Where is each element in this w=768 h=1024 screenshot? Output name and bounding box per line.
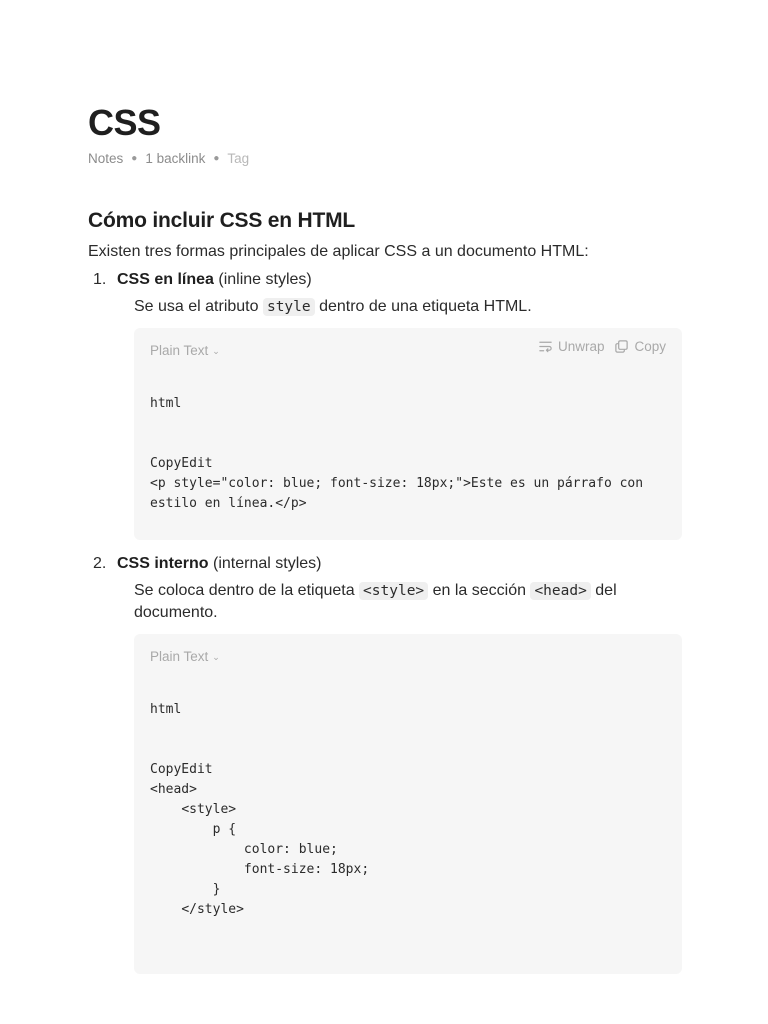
desc-text: del documento. xyxy=(134,582,617,621)
list-item-bold: CSS en línea xyxy=(117,271,214,288)
list-item-suffix: (inline styles) xyxy=(213,271,312,288)
language-label: Plain Text xyxy=(150,648,209,664)
list-number: 2. xyxy=(93,555,107,572)
wrap-lines-icon xyxy=(538,339,553,354)
copy-button[interactable] xyxy=(614,339,666,354)
tag-placeholder[interactable]: Tag xyxy=(227,150,250,166)
desc-text: Se coloca dentro de la etiqueta xyxy=(134,582,360,599)
list-number: 1. xyxy=(93,271,107,288)
language-selector[interactable] xyxy=(150,649,220,664)
list-item xyxy=(88,268,682,540)
separator-dot-icon: ● xyxy=(131,152,138,164)
code-block[interactable] xyxy=(134,328,682,540)
page-meta xyxy=(88,148,682,168)
chevron-down-icon: ⌄ xyxy=(212,651,220,662)
list-item-bold: CSS interno xyxy=(117,555,209,572)
list-item xyxy=(88,552,682,974)
code-toolbar xyxy=(150,340,666,360)
code-block[interactable] xyxy=(134,634,682,974)
inline-code: <head> xyxy=(530,582,590,600)
section-heading: Cómo incluir CSS en HTML xyxy=(88,209,356,232)
list-item-body xyxy=(88,296,682,540)
code-toolbar xyxy=(150,646,666,666)
intro-paragraph: Existen tres formas principales de aplicar CSS a un documento HTML: xyxy=(88,243,589,260)
list-item-suffix: (internal styles) xyxy=(208,555,322,572)
code-content[interactable]: html CopyEdit <p style="color: blue; font-size: 18px;">Este es un párrafo con estilo en línea.</p> xyxy=(150,396,644,511)
note-page xyxy=(88,100,682,974)
unwrap-button[interactable] xyxy=(538,339,605,354)
list-item-body xyxy=(88,580,682,974)
list-item-heading xyxy=(88,268,682,292)
methods-list xyxy=(88,268,682,974)
desc-text: dentro de una etiqueta HTML. xyxy=(314,298,532,315)
code-content[interactable]: html CopyEdit <head> <style> p { color: blue; font-size: 18px; } </style> xyxy=(150,702,370,917)
unwrap-label: Unwrap xyxy=(557,338,605,354)
copy-label: Copy xyxy=(634,338,666,354)
copy-icon xyxy=(614,339,629,354)
language-selector[interactable] xyxy=(150,343,220,358)
language-label: Plain Text xyxy=(150,342,209,358)
separator-dot-icon: ● xyxy=(213,152,220,164)
inline-code: style xyxy=(263,298,315,316)
page-title[interactable]: CSS xyxy=(88,102,161,143)
desc-text: Se usa el atributo xyxy=(134,298,263,315)
chevron-down-icon: ⌄ xyxy=(212,345,220,356)
list-item-description xyxy=(134,580,682,624)
code-actions xyxy=(538,339,666,354)
desc-text: en la sección xyxy=(428,582,531,599)
list-item-heading xyxy=(88,552,682,576)
inline-code: <style> xyxy=(359,582,428,600)
list-item-description xyxy=(134,296,682,318)
backlinks-link[interactable]: 1 backlink xyxy=(145,150,206,166)
note-type-label[interactable]: Notes xyxy=(88,150,124,166)
